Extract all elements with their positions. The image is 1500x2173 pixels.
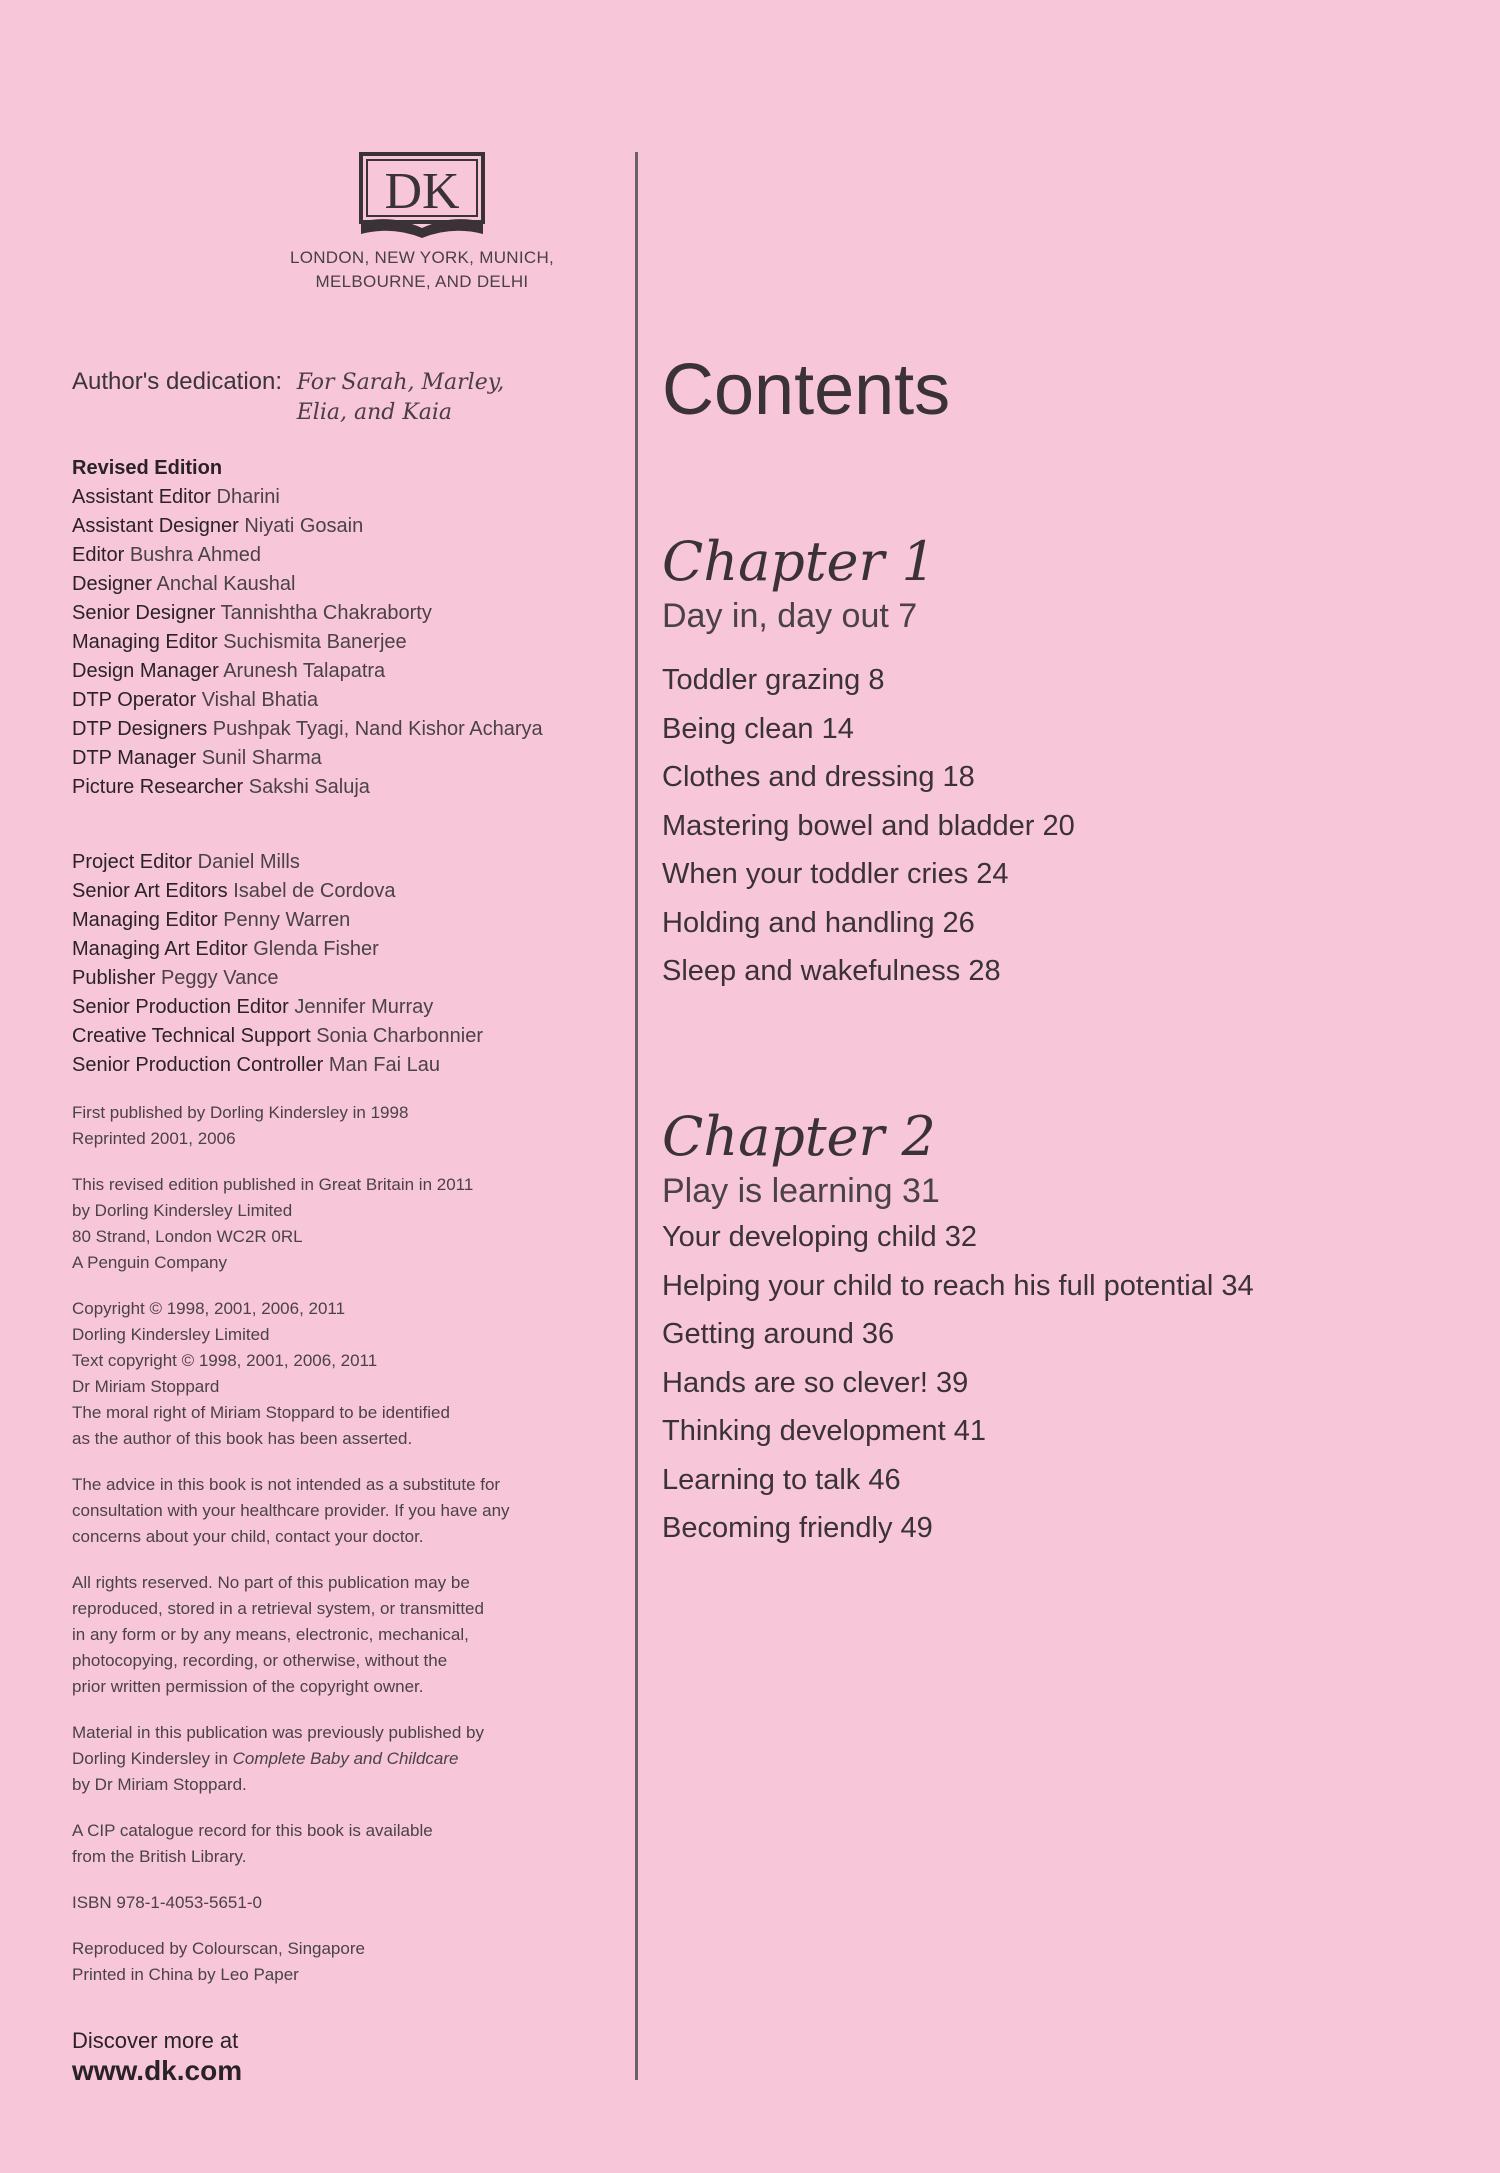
toc-list (662, 656, 1075, 996)
credit-name: Anchal Kaushal (156, 573, 296, 595)
credit-role: Assistant Designer (72, 515, 239, 537)
credit-name: Penny Warren (223, 909, 351, 931)
legal-line: Material in this publication was previously published by (72, 1723, 484, 1742)
publisher-cities (262, 246, 582, 294)
credit-row (72, 483, 652, 512)
toc-entry[interactable]: Becoming friendly 49 (662, 1512, 933, 1544)
author-dedication (72, 368, 632, 428)
credit-row (72, 848, 652, 877)
credit-role: DTP Operator (72, 689, 197, 711)
cities-line: MELBOURNE, AND DELHI (315, 272, 529, 291)
credit-row (72, 1022, 652, 1051)
credit-role: Design Manager (72, 660, 219, 682)
legal-line: by Dorling Kindersley Limited (72, 1201, 293, 1220)
credit-name: Niyati Gosain (244, 515, 364, 537)
legal-line: Dorling Kindersley in (72, 1749, 233, 1768)
logo-text: DK (384, 163, 460, 220)
legal-line: 80 Strand, London WC2R 0RL (72, 1227, 303, 1246)
legal-line: Dorling Kindersley Limited (72, 1325, 270, 1344)
credit-row (72, 512, 652, 541)
toc-entry[interactable]: Clothes and dressing 18 (662, 761, 975, 793)
credit-role: Publisher (72, 967, 156, 989)
legal-line: The advice in this book is not intended as a substitute for (72, 1475, 501, 1494)
legal-paragraph (72, 1720, 632, 1798)
legal-line: from the British Library. (72, 1847, 247, 1866)
credit-name: Jennifer Murray (294, 996, 434, 1018)
credit-name: Man Fai Lau (328, 1054, 440, 1076)
dedication-handwriting (297, 368, 505, 428)
toc-entry[interactable]: Getting around 36 (662, 1318, 895, 1350)
dedication-label: Author's dedication: (72, 368, 283, 395)
credit-name: Dharini (216, 486, 280, 508)
legal-line: in any form or by any means, electronic, mechanical, (72, 1625, 469, 1644)
legal-paragraph (72, 1570, 632, 1700)
legal-line: This revised edition published in Great Britain in 2011 (72, 1175, 474, 1194)
credit-name: Tannishtha Chakraborty (220, 602, 432, 624)
credit-name: Bushra Ahmed (129, 544, 262, 566)
legal-line: First published by Dorling Kindersley in 1998 (72, 1103, 409, 1122)
dk-logo-icon (357, 150, 487, 238)
discover-block (72, 2028, 242, 2088)
legal-line: Dr Miriam Stoppard (72, 1377, 220, 1396)
credit-row (72, 906, 652, 935)
credit-row (72, 657, 652, 686)
legal-line: as the author of this book has been asserted. (72, 1429, 413, 1448)
toc-entry[interactable]: Thinking development 41 (662, 1415, 987, 1447)
toc-entry[interactable]: Mastering bowel and bladder 20 (662, 809, 1075, 842)
legal-paragraph (72, 1296, 632, 1452)
website-link[interactable]: www.dk.com (72, 2055, 243, 2086)
legal-line: Reprinted 2001, 2006 (72, 1129, 236, 1148)
discover-label: Discover more at (72, 2028, 239, 2053)
credit-role: Assistant Editor (72, 486, 211, 508)
credit-row (72, 935, 652, 964)
contents-column (662, 350, 1482, 1544)
credit-name: Vishal Bhatia (201, 689, 319, 711)
credit-row (72, 964, 652, 993)
credit-name: Sonia Charbonnier (316, 1025, 483, 1047)
toc-entry[interactable]: Being clean 14 (662, 712, 854, 745)
dedication-line: Elia, and Kaia (296, 400, 453, 425)
column-divider (635, 152, 638, 2080)
legal-line: Reproduced by Colourscan, Singapore (72, 1939, 365, 1958)
legal-line: photocopying, recording, or otherwise, without the (72, 1651, 448, 1670)
toc-list (662, 1213, 1254, 1553)
credits-original (72, 848, 652, 1080)
credits-heading: Revised Edition (72, 457, 223, 479)
legal-line: Printed in China by Leo Paper (72, 1965, 299, 1984)
isbn: ISBN 978-1-4053-5651-0 (72, 1893, 262, 1912)
credit-name: Sunil Sharma (201, 747, 322, 769)
chapter-section (662, 1105, 1254, 1553)
legal-line: All rights reserved. No part of this publication may be (72, 1573, 470, 1592)
credit-role: Senior Production Controller (72, 1054, 324, 1076)
cities-line: LONDON, NEW YORK, MUNICH, (289, 248, 555, 267)
credit-row (72, 570, 652, 599)
credit-role: Designer (72, 573, 153, 595)
credit-role: Project Editor (72, 851, 193, 873)
credit-row (72, 877, 652, 906)
legal-line: by Dr Miriam Stoppard. (72, 1775, 247, 1794)
credit-row (72, 744, 652, 773)
book-title: Complete Baby and Childcare (232, 1749, 459, 1768)
credit-role: Creative Technical Support (72, 1025, 311, 1047)
credit-role: Picture Researcher (72, 776, 244, 798)
credit-role: Managing Editor (72, 631, 218, 653)
toc-entry[interactable]: Sleep and wakefulness 28 (662, 955, 1001, 987)
legal-line: prior written permission of the copyright owner. (72, 1677, 424, 1696)
credit-role: Managing Art Editor (72, 938, 248, 960)
legal-line: A Penguin Company (72, 1253, 227, 1272)
legal-line: The moral right of Miriam Stoppard to be identified (72, 1403, 450, 1422)
credit-role: DTP Designers (72, 718, 208, 740)
credit-row (72, 686, 652, 715)
toc-entry[interactable]: When your toddler cries 24 (662, 858, 1009, 890)
legal-paragraph (72, 1818, 632, 1870)
toc-entry[interactable]: Your developing child 32 (662, 1221, 977, 1253)
credit-name: Peggy Vance (160, 967, 279, 989)
contents-title: Contents (662, 350, 951, 430)
legal-paragraph (72, 1936, 632, 1988)
dedication-line: For Sarah, Marley, (296, 370, 505, 395)
legal-line: reproduced, stored in a retrieval system, or transmitted (72, 1599, 484, 1618)
credit-role: Editor (72, 544, 125, 566)
chapter-title[interactable]: Day in, day out 7 (662, 597, 918, 635)
credit-role: Senior Designer (72, 602, 216, 624)
legal-paragraph (72, 1472, 632, 1550)
credit-name: Glenda Fisher (253, 938, 379, 960)
credit-row (72, 541, 652, 570)
chapter-label: Chapter 2 (662, 1105, 936, 1168)
legal-line: concerns about your child, contact your doctor. (72, 1527, 424, 1546)
chapter-label: Chapter 1 (662, 530, 936, 593)
credit-role: Senior Production Editor (72, 996, 289, 1018)
legal-line: consultation with your healthcare provider. If you have any (72, 1501, 510, 1520)
toc-entry[interactable]: Learning to talk 46 (662, 1463, 901, 1496)
toc-entry[interactable]: Toddler grazing 8 (662, 664, 885, 696)
credit-name: Daniel Mills (197, 851, 300, 873)
legal-line: Text copyright © 1998, 2001, 2006, 2011 (72, 1351, 378, 1370)
legal-notices (72, 1100, 632, 2008)
credit-name: Arunesh Talapatra (223, 660, 386, 682)
toc-entry[interactable]: Holding and handling 26 (662, 906, 975, 939)
credit-name: Pushpak Tyagi, Nand Kishor Acharya (212, 718, 543, 740)
credits-revised (72, 454, 652, 802)
credit-name: Isabel de Cordova (233, 880, 396, 902)
legal-paragraph (72, 1172, 632, 1276)
credit-name: Suchismita Banerjee (223, 631, 407, 653)
legal-line: Copyright © 1998, 2001, 2006, 2011 (72, 1299, 346, 1318)
legal-paragraph (72, 1100, 632, 1152)
publisher-block (262, 150, 582, 294)
toc-entry[interactable]: Helping your child to reach his full potential 34 (662, 1269, 1254, 1302)
credit-name: Sakshi Saluja (248, 776, 370, 798)
credit-row (72, 993, 652, 1022)
credit-row (72, 715, 652, 744)
credit-role: Managing Editor (72, 909, 218, 931)
credit-row (72, 628, 652, 657)
credit-role: Senior Art Editors (72, 880, 228, 902)
chapter-title[interactable]: Play is learning 31 (662, 1172, 940, 1210)
toc-entry[interactable]: Hands are so clever! 39 (662, 1366, 969, 1399)
credit-row (72, 773, 652, 802)
legal-line: A CIP catalogue record for this book is available (72, 1821, 433, 1840)
credit-row (72, 1051, 652, 1080)
chapter-section (662, 530, 1075, 996)
credit-role: DTP Manager (72, 747, 197, 769)
credit-row (72, 599, 652, 628)
